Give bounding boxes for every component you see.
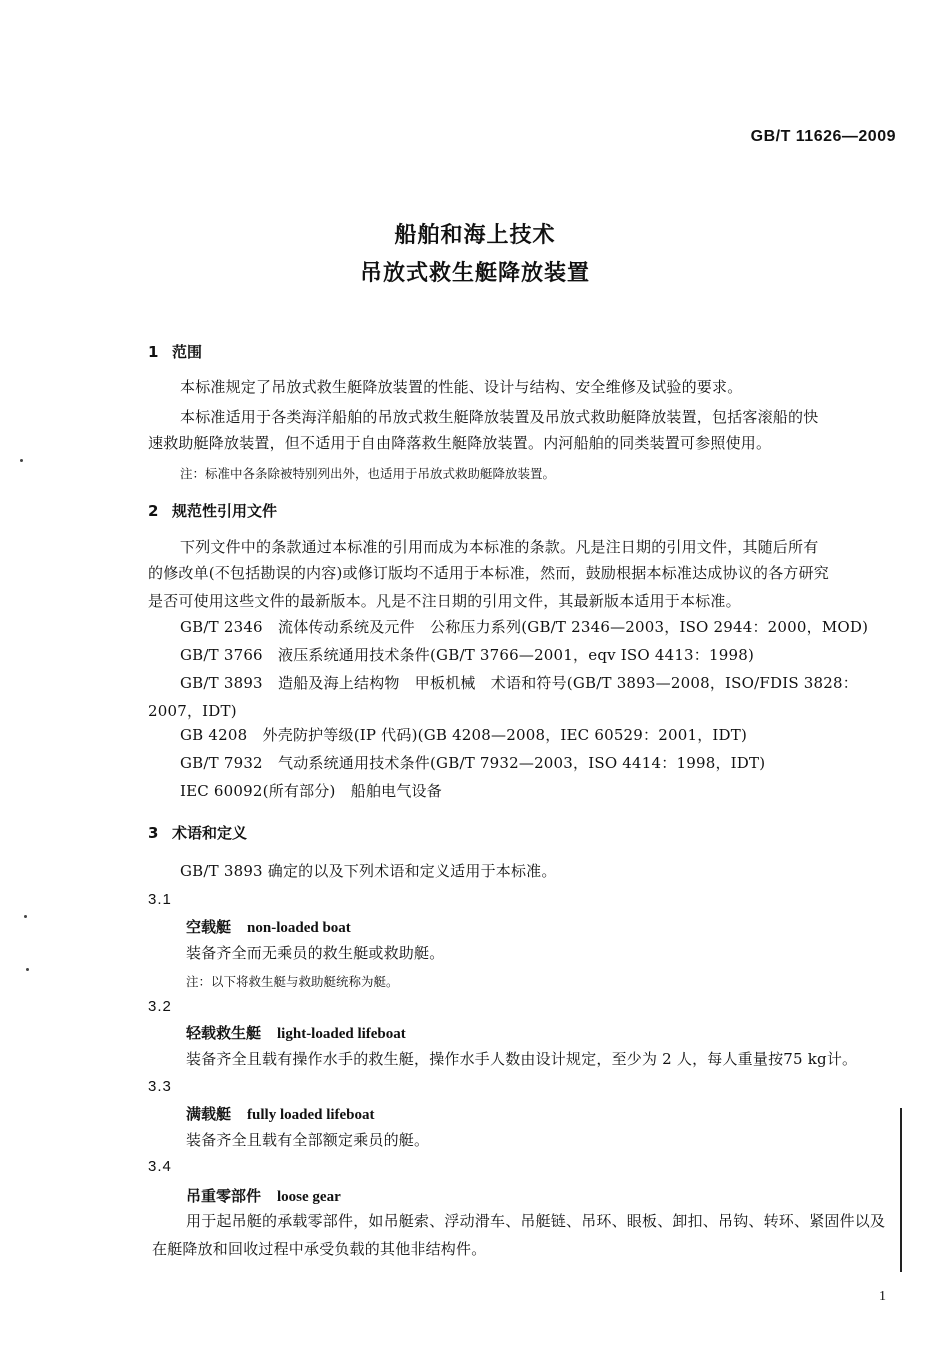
term-cn: 吊重零部件 [186, 1187, 262, 1205]
reference-item-continued: 2007，IDT) [148, 702, 237, 720]
subclause-number: 3.4 [148, 1158, 172, 1175]
term [186, 1103, 375, 1124]
paragraph: 是否可使用这些文件的最新版本。凡是不注日期的引用文件，其最新版本适用于本标准。 [148, 592, 741, 610]
title-line-2: 吊放式救生艇降放装置 [359, 261, 590, 286]
term-cn: 轻载救生艇 [186, 1024, 262, 1042]
reference-item: GB/T 3893 造船及海上结构物 甲板机械 术语和符号(GB/T 3893—2008，ISO/FDIS 3828： [180, 674, 858, 692]
reference-item: GB/T 2346 流体传动系统及元件 公称压力系列(GB/T 2346—2003，ISO 2944：2000，MOD) [180, 618, 869, 636]
definition-continued: 在艇降放和回收过程中承受负载的其他非结构件。 [152, 1240, 487, 1258]
reference-item: GB 4208 外壳防护等级(IP 代码)(GB 4208—2008，IEC 60529：2001，IDT) [180, 726, 748, 744]
subclause-number: 3.3 [148, 1078, 172, 1095]
section-number: 2 [148, 502, 159, 520]
section-title: 术语和定义 [172, 824, 248, 842]
reference-item: GB/T 3766 液压系统通用技术条件(GB/T 3766—2001，eqv ISO 4413：1998) [180, 646, 755, 664]
term-en: loose gear [277, 1189, 341, 1205]
note: 注：标准中各条除被特别列出外，也适用于吊放式救助艇降放装置。 [180, 466, 556, 481]
scan-speck [24, 915, 27, 918]
scan-speck [20, 459, 23, 462]
definition: 装备齐全而无乘员的救生艇或救助艇。 [186, 944, 445, 962]
subclause-number: 3.1 [148, 891, 172, 908]
section-3-heading [148, 822, 247, 843]
definition: 用于起吊艇的承载零部件，如吊艇索、浮动滑车、吊艇链、吊环、眼板、卸扣、吊钩、转环、紧固件以及 [186, 1212, 886, 1230]
paragraph: 本标准规定了吊放式救生艇降放装置的性能、设计与结构、安全维修及试验的要求。 [180, 378, 743, 396]
paragraph: 本标准适用于各类海洋船舶的吊放式救生艇降放装置及吊放式救助艇降放装置，包括客滚船的快 [180, 408, 819, 426]
section-number: 1 [148, 343, 159, 361]
term-cn: 满载艇 [186, 1105, 232, 1123]
section-title: 范围 [172, 343, 203, 361]
term [186, 1185, 341, 1206]
change-bar [900, 1108, 902, 1272]
term-en: non-loaded boat [247, 920, 351, 936]
term [186, 1022, 406, 1043]
definition: 装备齐全且载有全部额定乘员的艇。 [186, 1131, 430, 1149]
term-cn: 空载艇 [186, 918, 232, 936]
section-1-heading [148, 341, 202, 362]
page-number: 1 [879, 1289, 886, 1304]
paragraph: 速救助艇降放装置，但不适用于自由降落救生艇降放装置。内河船舶的同类装置可参照使用。 [148, 434, 772, 452]
section-title: 规范性引用文件 [172, 502, 278, 520]
definition: 装备齐全且载有操作水手的救生艇，操作水手人数由设计规定，至少为 2 人，每人重量按75 kg计。 [186, 1050, 858, 1068]
scan-speck [26, 968, 29, 971]
term-en: fully loaded lifeboat [247, 1107, 375, 1123]
note: 注：以下将救生艇与救助艇统称为艇。 [186, 974, 399, 989]
paragraph: 下列文件中的条款通过本标准的引用而成为本标准的条款。凡是注日期的引用文件，其随后所有 [180, 538, 819, 556]
paragraph: 的修改单(不包括勘误的内容)或修订版均不适用于本标准，然而，鼓励根据本标准达成协议的各方研究 [148, 564, 829, 582]
term [186, 916, 351, 937]
paragraph: GB/T 3893 确定的以及下列术语和定义适用于本标准。 [180, 862, 557, 880]
reference-item: GB/T 7932 气动系统通用技术条件(GB/T 7932—2003，ISO 4414：1998，IDT) [180, 754, 766, 772]
reference-item: IEC 60092(所有部分) 船舶电气设备 [180, 782, 442, 800]
subclause-number: 3.2 [148, 998, 172, 1015]
title-line-1: 船舶和海上技术 [394, 223, 556, 248]
term-en: light-loaded lifeboat [277, 1026, 406, 1042]
section-2-heading [148, 500, 277, 521]
section-number: 3 [148, 824, 159, 842]
standard-number: GB/T 11626—2009 [750, 128, 896, 145]
